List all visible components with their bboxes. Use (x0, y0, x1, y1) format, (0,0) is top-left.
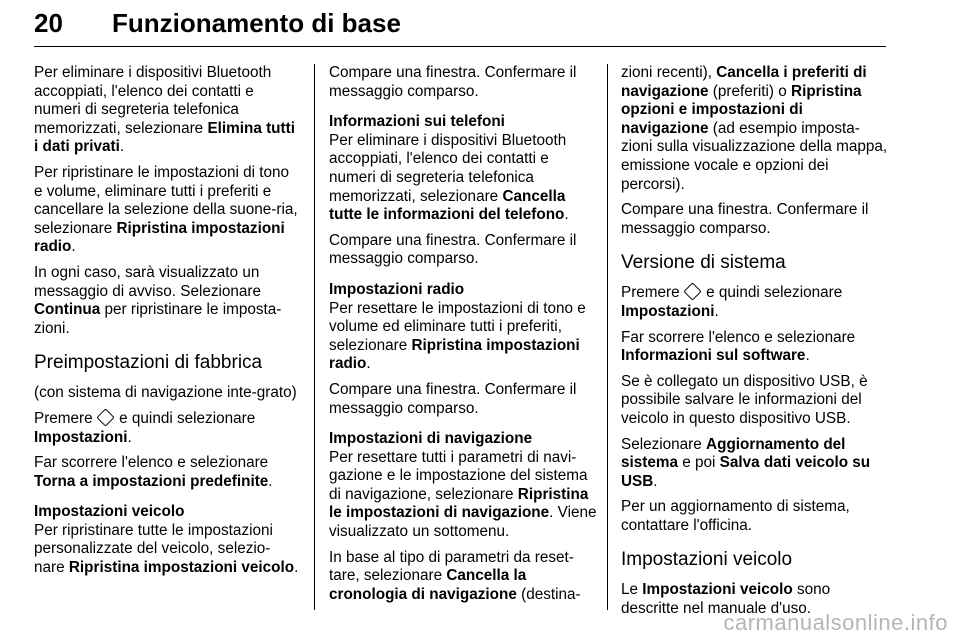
menu-option: Ripristina impostazioni radio (34, 219, 285, 256)
menu-option: Continua (34, 301, 101, 319)
subheading-navigation: Impostazioni di navigazione (329, 430, 533, 448)
paragraph: Per ripristinare tutte le impostazioni personalizzate del veicolo, selezio-nare Ripristina impostazioni veicolo. (34, 521, 299, 577)
menu-option: Impostazioni (621, 302, 715, 320)
menu-option: Ripristina impostazioni radio (329, 336, 580, 373)
home-icon (96, 408, 114, 426)
menu-option: Cancella la cronologia di navigazione (329, 567, 527, 603)
subheading-vehicle: Impostazioni veicolo (34, 503, 185, 521)
page-title: Funzionamento di base (112, 8, 401, 38)
paragraph: Per resettare le impostazioni di tono e volume ed eliminare tutti i preferiti, selezionare Ripristina impostazioni radio. (329, 299, 586, 373)
paragraph: (con sistema di navigazione inte-grato) (34, 384, 297, 402)
paragraph: Selezionare Aggiornamento del sistema e poi Salva dati veicolo su USB. (621, 435, 871, 490)
menu-option: Torna a impostazioni predefinite (34, 472, 269, 490)
menu-option: Ripristina le impostazioni di navigazione (329, 485, 589, 522)
section-heading-factory: Preimpostazioni di fabbrica (34, 352, 263, 374)
column-divider-1 (314, 64, 315, 610)
menu-option: Impostazioni (34, 428, 128, 446)
menu-option: Salva dati veicolo su USB (621, 454, 871, 490)
menu-option: Informazioni sul software (621, 347, 806, 365)
paragraph: Per ripristinare le impostazioni di tono e volume, eliminare tutti i preferiti e cancellare la selezione della suone-ria, selezionare Ripristina impostazioni radio. (34, 163, 298, 256)
paragraph: Se è collegato un dispositivo USB, è possibile salvare le informazioni del veicolo in questo dispositivo USB. (621, 372, 868, 427)
header-divider (34, 46, 886, 47)
subheading-phone: Informazioni sui telefoni (329, 113, 505, 131)
column-3 (621, 64, 889, 626)
page-header (34, 6, 886, 46)
menu-option: Cancella tutte le informazioni del telefono (329, 187, 566, 224)
paragraph: Per eliminare i dispositivi Bluetooth accoppiati, l'elenco dei contatti e numeri di segreteria telefonica memorizzati, selezionare Cancella tutte le informazioni del telefono. (329, 131, 569, 224)
paragraph: Compare una finestra. Confermare il messaggio comparso. (329, 380, 577, 417)
paragraph: zioni recenti), Cancella i preferiti di navigazione (preferiti) o Ripristina opzioni e impostazioni di navigazione (ad esempio imposta-zioni sulla visualizzazione della mappa, emissione vocale e opzioni dei percorsi). (621, 64, 888, 193)
menu-option: Aggiornamento del sistema (621, 435, 846, 472)
home-icon (683, 283, 701, 301)
menu-option: Impostazioni veicolo (642, 581, 793, 599)
column-divider-2 (607, 64, 608, 610)
column-2 (329, 64, 597, 611)
paragraph: Far scorrere l'elenco e selezionare Torna a impostazioni predefinite. (34, 454, 273, 490)
paragraph: Premere e quindi selezionare Impostazioni. (34, 409, 256, 446)
menu-option: Ripristina impostazioni veicolo (68, 559, 295, 577)
watermark: carmanualsonline.info (723, 610, 948, 635)
paragraph: Per un aggiornamento di sistema, contattare l'officina. (621, 498, 850, 534)
paragraph: Far scorrere l'elenco e selezionare Informazioni sul software. (621, 328, 856, 365)
menu-option: Cancella i preferiti di navigazione (621, 64, 867, 100)
menu-option: Ripristina opzioni e impostazioni di navigazione (621, 82, 862, 137)
column-1 (34, 64, 300, 585)
paragraph: Compare una finestra. Confermare il messaggio comparso. (621, 201, 869, 237)
section-heading-vehicle: Impostazioni veicolo (621, 549, 793, 571)
paragraph: Per resettare tutti i parametri di navi-gazione e le impostazione del sistema di navigazione, selezionare Ripristina le impostazioni di navigazione. Viene visualizzato un sottomenu. (329, 448, 597, 541)
subheading-radio: Impostazioni radio (329, 280, 465, 298)
paragraph: Premere e quindi selezionare Impostazioni. (621, 284, 843, 320)
paragraph: Compare una finestra. Confermare il messaggio comparso. (329, 64, 577, 100)
page-number: 20 (34, 8, 63, 38)
paragraph: In ogni caso, sarà visualizzato un messaggio di avviso. Selezionare Continua per ripristinare le imposta-zioni. (34, 263, 282, 337)
paragraph: Compare una finestra. Confermare il messaggio comparso. (329, 231, 577, 268)
paragraph: Per eliminare i dispositivi Bluetooth accoppiati, l'elenco dei contatti e numeri di segreteria telefonica memorizzati, selezionare Elimina tutti i dati privati. (34, 64, 295, 156)
section-heading-version: Versione di sistema (621, 252, 786, 274)
paragraph: In base al tipo di parametri da reset-tare, selezionare Cancella la cronologia di navigazione (destina- (329, 548, 581, 603)
menu-option: Elimina tutti i dati privati (34, 119, 295, 156)
paragraph: Le Impostazioni veicolo sono descritte nel manuale d'uso. (621, 581, 831, 618)
